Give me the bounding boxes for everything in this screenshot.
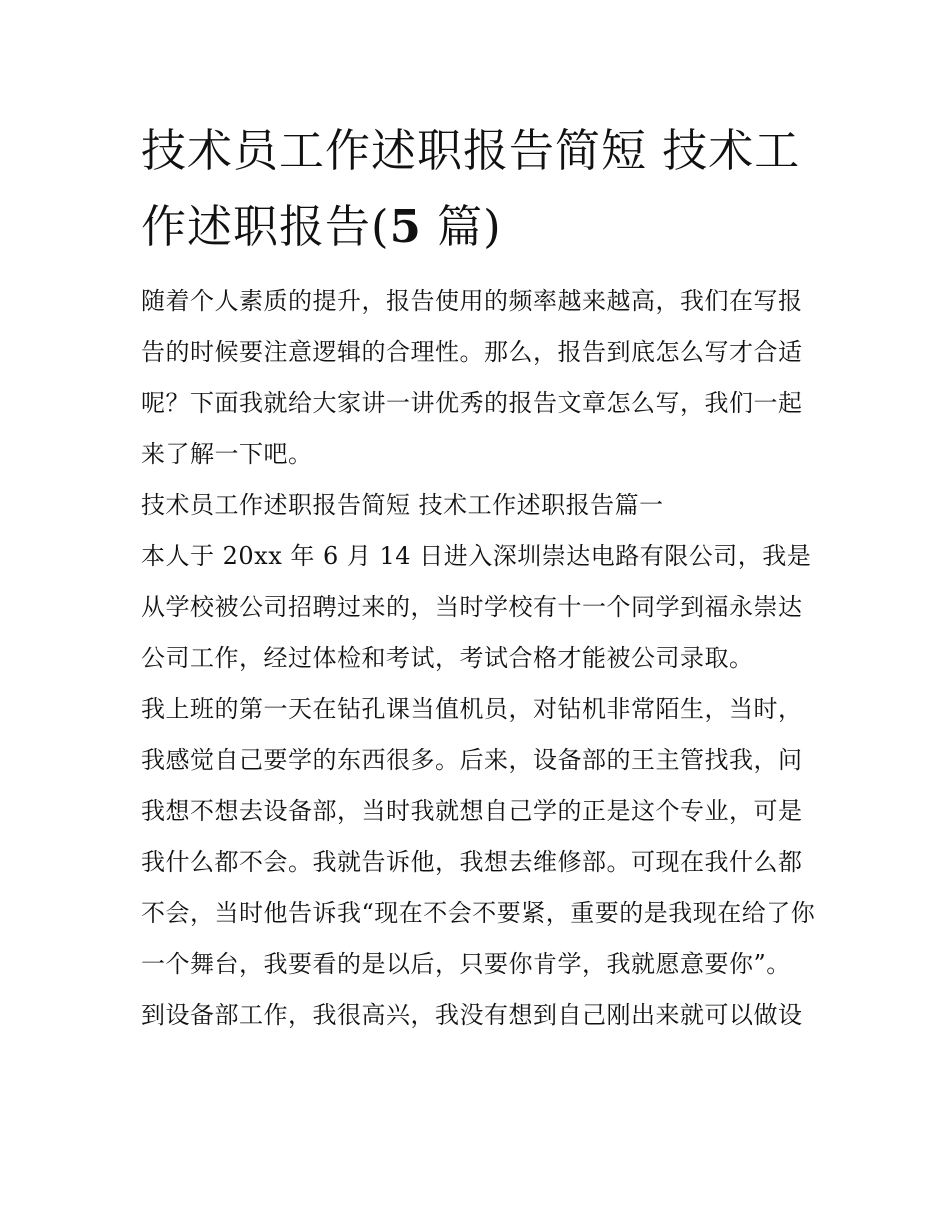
body-paragraph: 到设备部工作，我很高兴，我没有想到自己刚出来就可以做设 bbox=[141, 1001, 803, 1029]
intro-paragraph: 随着个人素质的提升，报告使用的频率越来越高，我们在写报告的时候要注意逻辑的合理性。那么，报告到底怎么写才合适呢？下面我就给大家讲一讲优秀的报告文章怎么写，我们一起来了解一下吧。 bbox=[141, 287, 803, 468]
body-paragraph: 我上班的第一天在钻孔课当值机员，对钻机非常陌生，当时，我感觉自己要学的东西很多。后来，设备部的王主管找我，问我想不想去设备部，当时我就想自己学的正是这个专业，可是我什么都不会。我就告诉他，我想去维修部。可现在我什么都不会，当时他告诉我“现在不会不要紧，重要的是我现在给了你一个舞台，我要看的是以后，只要你肯学，我就愿意要你”。 bbox=[141, 695, 816, 978]
title-text-part1: 技术员工作述职报告简短 技术工作述职报告( bbox=[141, 124, 801, 253]
document-title bbox=[141, 113, 821, 265]
document-body bbox=[141, 276, 821, 1041]
title-number: 5 bbox=[389, 200, 422, 253]
body-paragraph: 本人于 20xx 年 6 月 14 日进入深圳崇达电路有限公司，我是从学校被公司招聘过来的，当时学校有十一个同学到福永崇达公司工作，经过体检和考试，考试合格才能被公司录取。 bbox=[141, 542, 812, 672]
title-text-part2: 篇) bbox=[421, 200, 502, 253]
section-heading: 技术员工作述职报告简短 技术工作述职报告篇一 bbox=[141, 491, 664, 519]
